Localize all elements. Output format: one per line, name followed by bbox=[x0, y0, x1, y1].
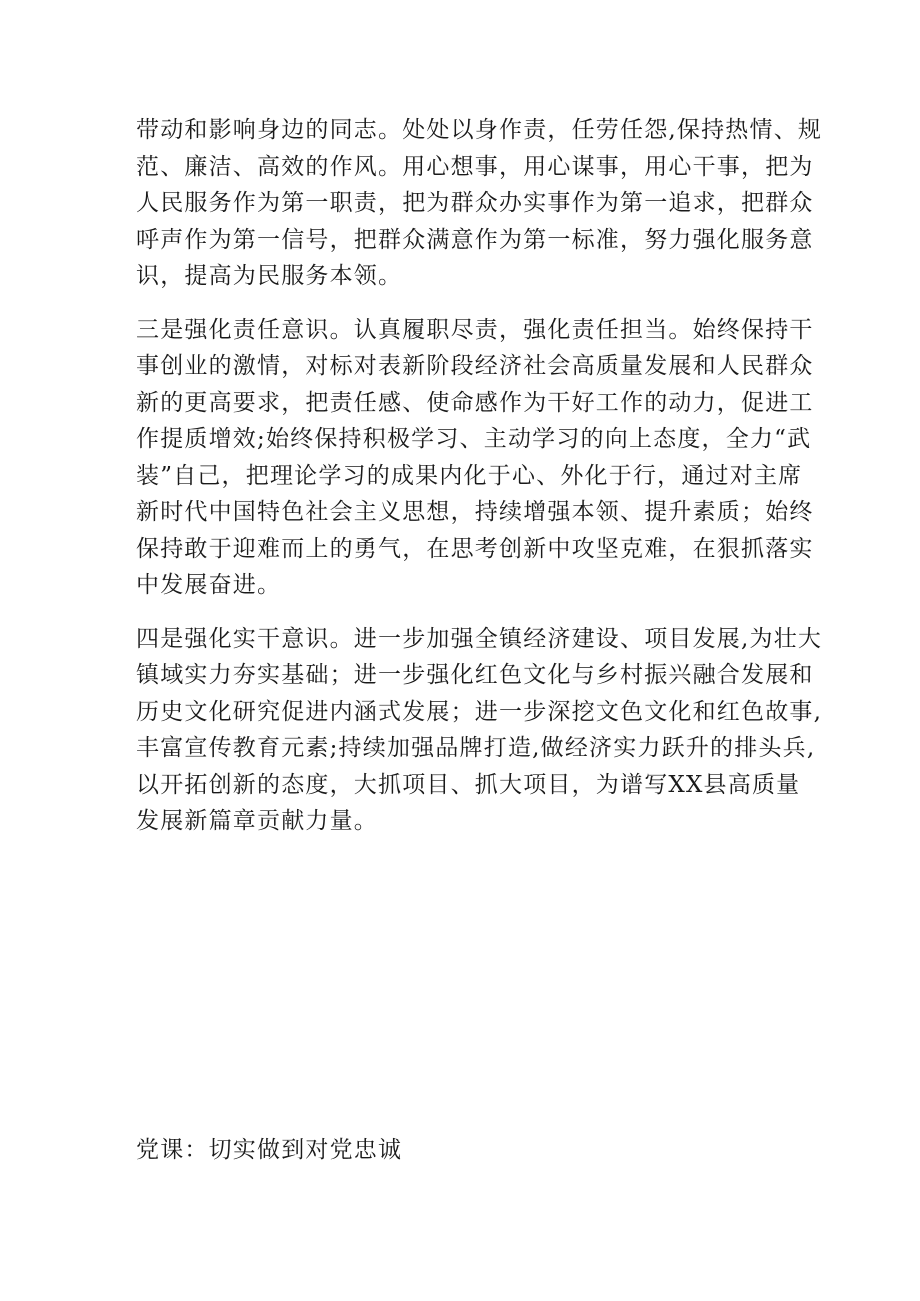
text-line: 保持敢于迎难而上的勇气，在思考创新中攻坚克难，在狠抓落实 bbox=[136, 535, 814, 562]
text-line: 带动和影响身边的同志。处处以身作责，任劳任怨,保持热情、规 bbox=[136, 117, 823, 143]
text-line: 事创业的激情，对标对表新阶段经济社会高质量发展和人民群众 bbox=[136, 353, 814, 379]
text-line: 历史文化研究促进内涵式发展；进一步深挖文色文化和红色故事, bbox=[136, 698, 823, 725]
paragraph-spacer bbox=[136, 604, 791, 621]
text-line: 新时代中国特色社会主义思想，持续增强本领、提升素质；始终 bbox=[136, 499, 814, 525]
text-line: 以开拓创新的态度，大抓项目、抓大项目，为谱写XX县高质量 bbox=[136, 771, 801, 798]
text-line: 四是强化实干意识。进一步加强全镇经济建设、项目发展,为壮大 bbox=[136, 625, 823, 652]
paragraph-practical-awareness bbox=[136, 621, 823, 840]
text-line: 识，提高为民服务本领。 bbox=[136, 263, 403, 289]
text-line: 丰富宣传教育元素;持续加强品牌打造,做经济实力跃升的排头兵, bbox=[136, 735, 816, 761]
text-line: 中发展奋进。 bbox=[136, 572, 282, 598]
section-heading: 党课：切实做到对党忠诚 bbox=[136, 1137, 403, 1163]
text-line: 镇域实力夯实基础；进一步强化红色文化与乡村振兴融合发展和 bbox=[136, 662, 814, 688]
text-line: 作提质增效;始终保持积极学习、主动学习的向上态度，全力“武 bbox=[136, 426, 812, 452]
text-line: 发展新篇章贡献力量。 bbox=[136, 808, 378, 834]
text-line: 呼声作为第一信号，把群众满意作为第一标准，努力强化服务意 bbox=[136, 226, 814, 253]
text-line: 三是强化责任意识。认真履职尽责，强化责任担当。始终保持干 bbox=[136, 316, 814, 343]
document-body bbox=[136, 112, 823, 840]
paragraph-spacer bbox=[136, 295, 791, 312]
paragraph-service-awareness bbox=[136, 112, 823, 295]
text-line: 装”自己，把理论学习的成果内化于心、外化于行，通过对主席 bbox=[136, 462, 803, 489]
paragraph-responsibility-awareness bbox=[136, 312, 814, 604]
text-line: 范、廉洁、高效的作风。用心想事，用心谋事，用心干事，把为 bbox=[136, 153, 814, 180]
text-line: 人民服务作为第一职责，把为群众办实事作为第一追求，把群众 bbox=[136, 190, 814, 216]
text-line: 新的更高要求，把责任感、使命感作为干好工作的动力，促进工 bbox=[136, 389, 814, 416]
